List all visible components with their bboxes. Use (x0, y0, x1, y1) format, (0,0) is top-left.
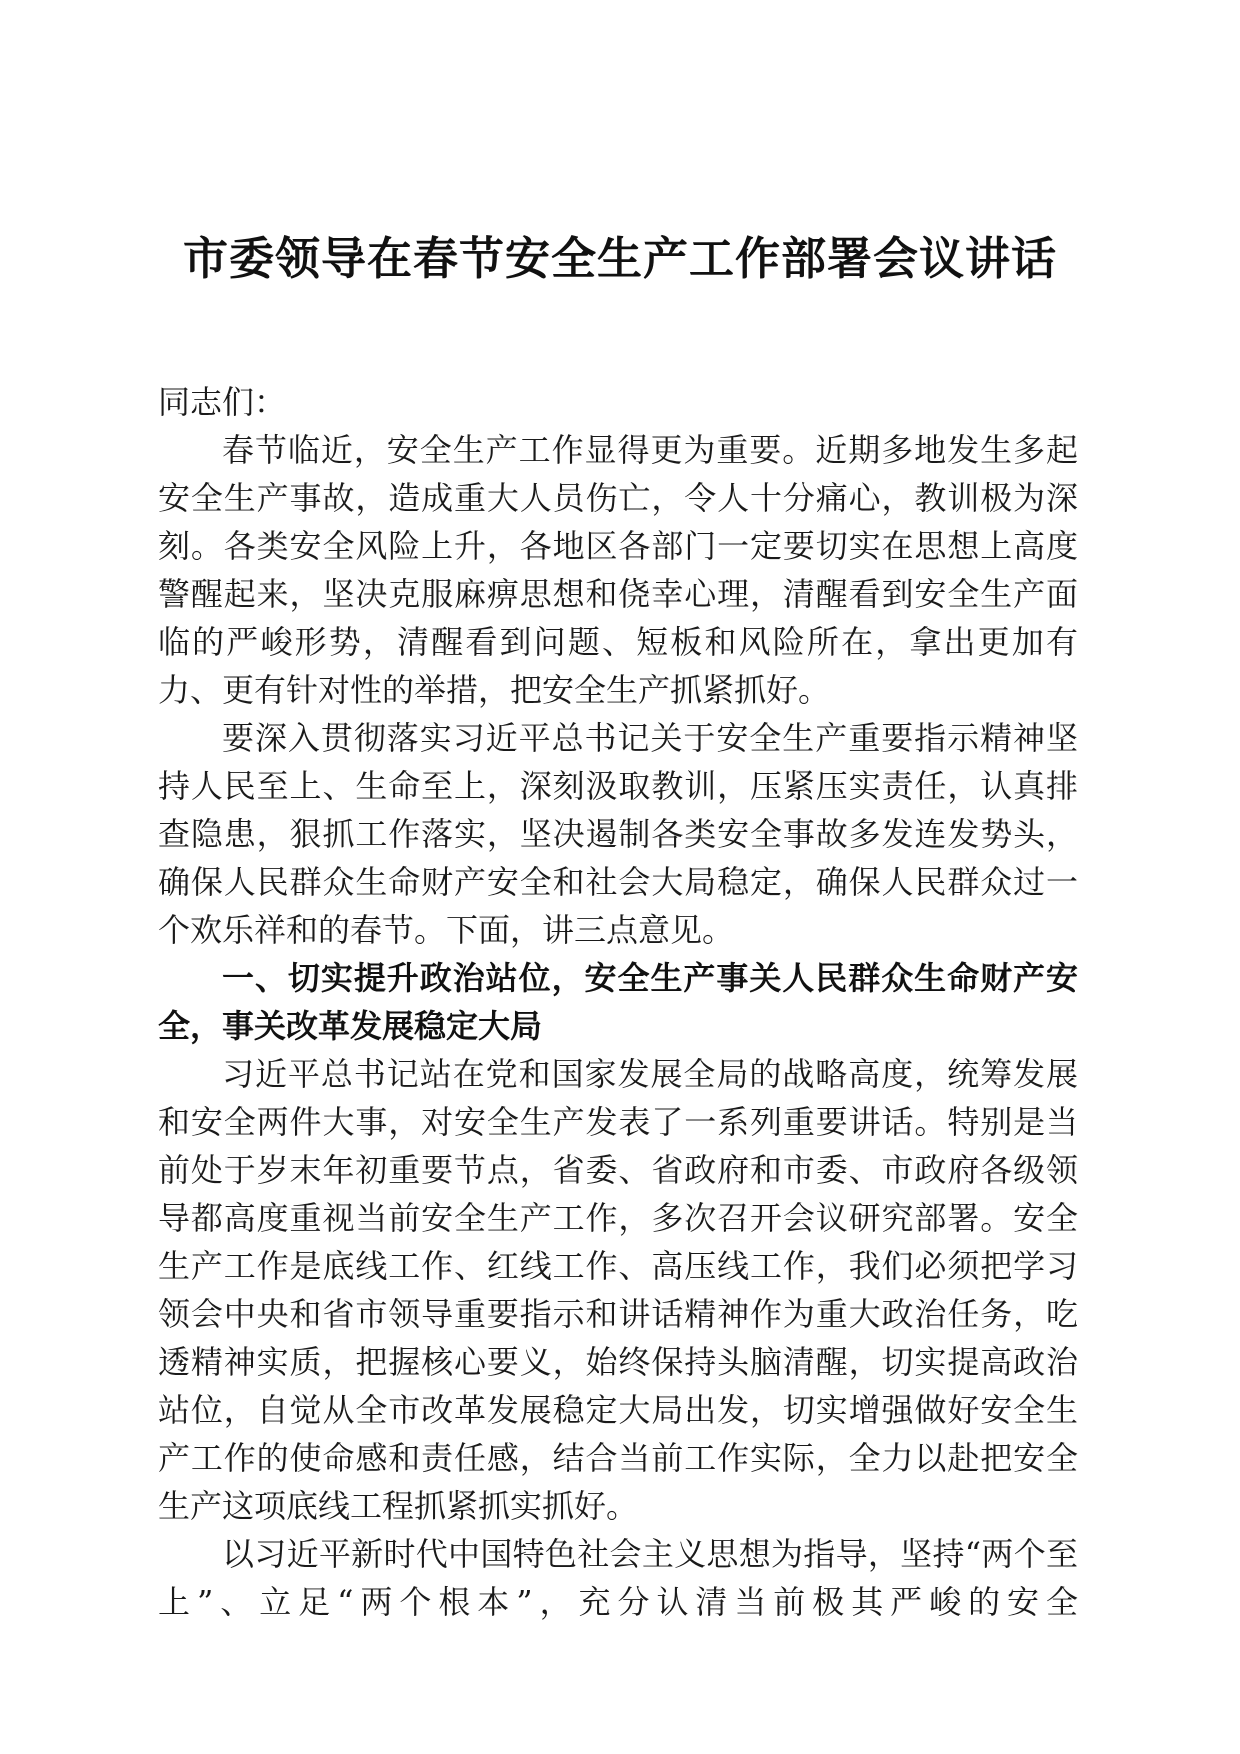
body-paragraph: 要深入贯彻落实习近平总书记关于安全生产重要指示精神坚持人民至上、生命至上，深刻汲取教训，压紧压实责任，认真排查隐患，狠抓工作落实，坚决遏制各类安全事故多发连发势头，确保人民群众生命财产安全和社会大局稳定，确保人民群众过一个欢乐祥和的春节。下面，讲三点意见。 (158, 719, 1078, 949)
document-body (158, 378, 1078, 1626)
section-heading: 一、切实提升政治站位，安全生产事关人民群众生命财产安全，事关改革发展稳定大局 (158, 959, 1078, 1045)
body-paragraph: 春节临近，安全生产工作显得更为重要。近期多地发生多起安全生产事故，造成重大人员伤亡，令人十分痛心，教训极为深刻。各类安全风险上升，各地区各部门一定要切实在思想上高度警醒起来，坚决克服麻痹思想和侥幸心理，清醒看到安全生产面临的严峻形势，清醒看到问题、短板和风险所在，拿出更加有力、更有针对性的举措，把安全生产抓紧抓好。 (158, 431, 1078, 709)
body-paragraph: 以习近平新时代中国特色社会主义思想为指导，坚持“两个至上”、立足“两个根本”，充分认清当前极其严峻的安全 (158, 1535, 1078, 1621)
body-paragraph: 习近平总书记站在党和国家发展全局的战略高度，统筹发展和安全两件大事，对安全生产发表了一系列重要讲话。特别是当前处于岁末年初重要节点，省委、省政府和市委、市政府各级领导都高度重视当前安全生产工作，多次召开会议研究部署。安全生产工作是底线工作、红线工作、高压线工作，我们必须把学习领会中央和省市领导重要指示和讲话精神作为重大政治任务，吃透精神实质，把握核心要义，始终保持头脑清醒，切实提高政治站位，自觉从全市改革发展稳定大局出发，切实增强做好安全生产工作的使命感和责任感，结合当前工作实际，全力以赴把安全生产这项底线工程抓紧抓实抓好。 (158, 1055, 1078, 1525)
document-title: 市委领导在春节安全生产工作部署会议讲话 (182, 232, 1057, 285)
salutation: 同志们： (158, 383, 287, 421)
